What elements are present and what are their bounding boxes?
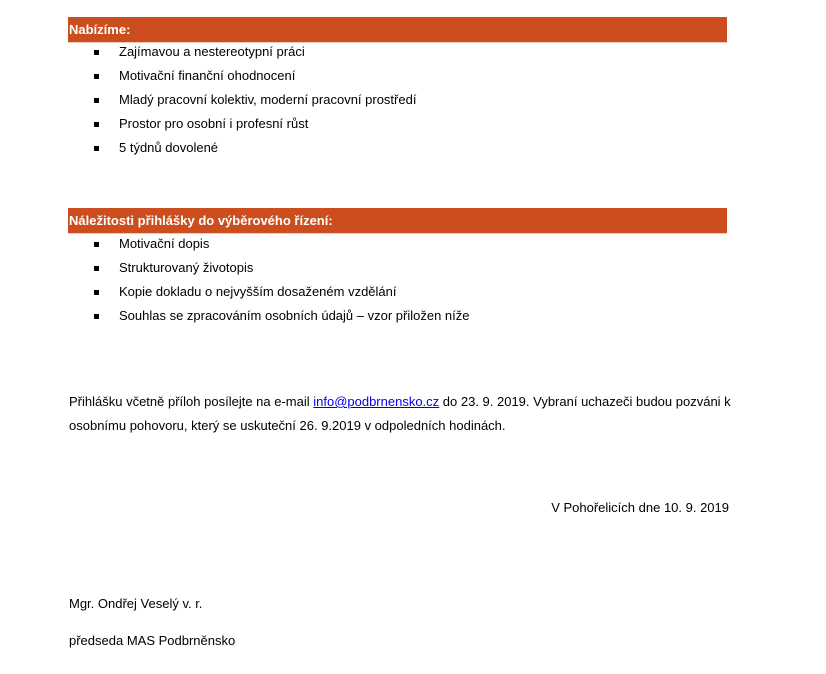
square-bullet-icon — [94, 290, 99, 295]
list-item-text: Motivační finanční ohodnocení — [119, 68, 296, 83]
application-heading: Náležitosti přihlášky do výběrového řízení: — [68, 208, 727, 234]
square-bullet-icon — [94, 122, 99, 127]
list-item-text: Kopie dokladu o nejvyšším dosaženém vzdělání — [119, 284, 397, 299]
instructions-text-after: do 23. 9. 2019. Vybraní uchazeči budou pozváni k osobnímu pohovoru, který se uskuteční 26. 9.2019 v odpoledních hodinách. — [69, 394, 731, 433]
email-link[interactable]: info@podbrnensko.cz — [313, 394, 440, 409]
instructions-text-before: Přihlášku včetně příloh posílejte na e-mail — [69, 394, 314, 409]
list-item-text: Zajímavou a nestereotypní práci — [119, 44, 305, 59]
list-item-text: 5 týdnů dovolené — [119, 140, 219, 155]
square-bullet-icon — [94, 98, 99, 103]
square-bullet-icon — [94, 50, 99, 55]
list-item-text: Strukturovaný životopis — [119, 260, 254, 275]
signatory-name: Mgr. Ondřej Veselý v. r. — [69, 596, 203, 611]
square-bullet-icon — [94, 314, 99, 319]
place-date: V Pohořelicích dne 10. 9. 2019 — [551, 500, 729, 515]
square-bullet-icon — [94, 266, 99, 271]
list-item-text: Motivační dopis — [119, 236, 210, 251]
list-item-text: Souhlas se zpracováním osobních údajů – vzor přiložen níže — [119, 308, 470, 323]
offer-heading: Nabízíme: — [68, 17, 727, 43]
square-bullet-icon — [94, 242, 99, 247]
signatory-role: předseda MAS Podbrněnsko — [69, 633, 236, 648]
list-item-text: Mladý pracovní kolektiv, moderní pracovní prostředí — [119, 92, 417, 107]
list-item-text: Prostor pro osobní i profesní růst — [119, 116, 309, 131]
instructions-paragraph — [69, 390, 739, 438]
square-bullet-icon — [94, 146, 99, 151]
square-bullet-icon — [94, 74, 99, 79]
